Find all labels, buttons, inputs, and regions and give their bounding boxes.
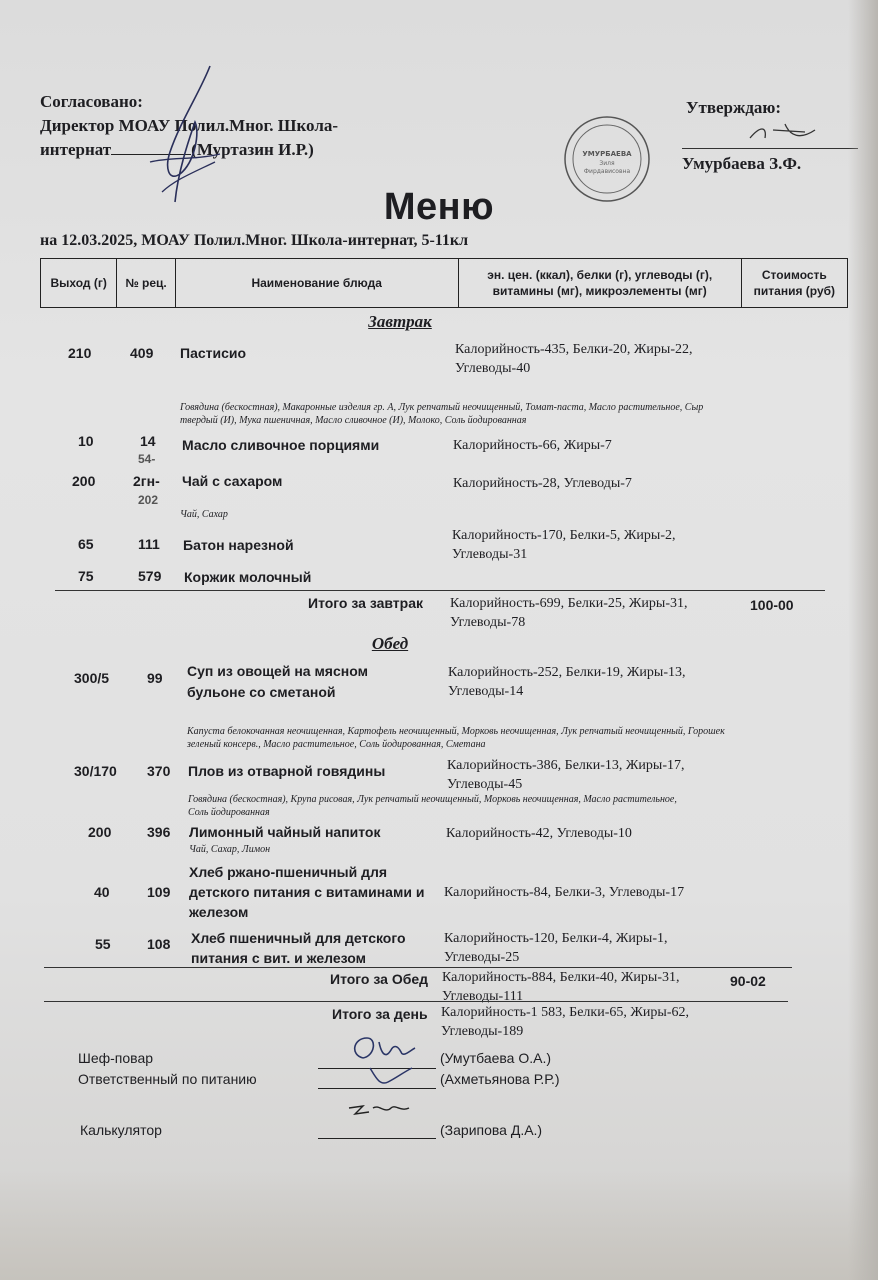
signature-role: Калькулятор [80,1122,162,1138]
lunch-total-label: Итого за Обед [330,971,429,987]
col-name: Наименование блюда [175,259,458,308]
item-nutrition: Калорийность-252, Белки-19, Жиры-13, Углеводы-14 [448,665,686,699]
item-nutrition: Калорийность-66, Жиры-7 [453,438,612,453]
breakfast-total-cost: 100-00 [750,597,794,613]
section-lunch: Обед [371,634,409,653]
menu-subtitle: на 12.03.2025, МОАУ Полил.Мног. Школа-интернат, 5-11кл [40,232,469,249]
section-breakfast: Завтрак [368,312,432,331]
approval-label: Согласовано: [40,92,143,111]
day-total-label: Итого за день [332,1006,428,1022]
lunch-total-nutrition: Калорийность-884, Белки-40, Жиры-31, Углеводы-111 [442,970,680,1004]
director-title: Директор МОАУ Полил.Мног. Школа- [40,116,339,135]
nutrition-resp-signature [366,1064,416,1088]
item-yield: 300/5 [74,670,110,686]
signature-name: (Ахметьянова Р.Р.) [440,1071,560,1087]
item-name: Суп из овощей на мясном бульоне со сметаной [187,663,368,700]
item-name: Лимонный чайный напиток [189,824,381,840]
item-nutrition: Калорийность-170, Белки-5, Жиры-2, Углеводы-31 [452,528,676,562]
signature-name: (Умутбаева О.А.) [440,1050,552,1066]
svg-text:Фирдависовна: Фирдависовна [583,168,631,175]
item-recipe: 2гн- [133,473,160,489]
director-line: интернат (Муртазин И.Р.) [40,140,314,159]
lunch-total-cost: 90-02 [730,973,766,989]
item-nutrition: Калорийность-28, Углеводы-7 [453,476,632,491]
item-name: Плов из отварной говядины [188,763,386,779]
col-cost: Стоимость питания (руб) [741,259,847,308]
item-name: Чай с сахаром [182,473,283,489]
calculator-signature [345,1098,415,1120]
item-yield: 200 [72,473,96,489]
svg-text:Зиля: Зиля [599,160,615,167]
item-ingredients: Чай, Сахар [180,509,228,520]
svg-text:УМУРБАЕВА: УМУРБАЕВА [582,150,632,158]
day-total-nutrition: Калорийность-1 583, Белки-65, Жиры-62, Углеводы-189 [441,1005,689,1039]
page-title: Меню [383,186,495,228]
item-recipe: 370 [147,763,171,779]
item-yield: 200 [88,824,112,840]
divider [44,1001,788,1002]
approve-label: Утверждаю: [686,98,782,117]
item-nutrition: Калорийность-386, Белки-13, Жиры-17, Углеводы-45 [447,758,685,792]
signature-role: Шеф-повар [78,1050,154,1066]
item-recipe-bottom: 202 [138,493,159,507]
item-ingredients: Говядина (бескостная), Макаронные изделия гр. А, Лук репчатый неочищенный, Томат-паста, Масло растительное, Сыр твердый (И), Мука пшеничная, Масло сливочное (И), Молоко, Соль йодированная [180,402,704,426]
item-nutrition: Калорийность-42, Углеводы-10 [446,826,632,841]
item-ingredients: Чай, Сахар, Лимон [189,844,271,855]
item-ingredients: Капуста белокочанная неочищенная, Картофель неочищенный, Морковь неочищенная, Лук репчатый неочищенный, Горошек зеленый консерв., Масло растительное, Соль йодированная, Сметана [187,726,725,750]
item-recipe: 396 [147,824,171,840]
item-recipe: 109 [147,884,171,900]
item-name: Пастисио [180,345,247,361]
menu-table-header [40,258,848,308]
approver-signature [745,118,825,148]
item-nutrition: Калорийность-435, Белки-20, Жиры-22, Углеводы-40 [455,342,693,376]
item-name: Коржик молочный [184,569,312,585]
col-nutrition: эн. цен. (ккал), белки (г), углеводы (г), витамины (мг), микроэлементы (мг) [458,259,741,308]
item-recipe: 99 [147,670,163,686]
item-yield: 40 [94,884,110,900]
breakfast-total-nutrition: Калорийность-699, Белки-25, Жиры-31, Углеводы-78 [450,596,688,630]
item-recipe: 108 [147,936,171,952]
signature-role: Ответственный по питанию [78,1071,257,1087]
approver-name: Умурбаева З.Ф. [682,154,802,173]
paper-shadow [0,1170,878,1280]
col-recipe: № рец. [117,259,175,308]
item-ingredients: Говядина (бескостная), Крупа рисовая, Лук репчатый неочищенный, Морковь неочищенная, Масло растительное, Соль йодированная [188,794,677,818]
item-yield: 210 [68,345,92,361]
signature-line [318,1138,436,1139]
item-yield: 30/170 [74,763,117,779]
item-recipe: 14 [140,433,156,449]
item-recipe: 409 [130,345,154,361]
signature-line [318,1088,436,1089]
item-recipe-top: 54- [138,452,156,466]
item-yield: 75 [78,568,94,584]
item-recipe: 579 [138,568,162,584]
director-name: (Муртазин И.Р.) [191,140,314,159]
signature-name: (Зарипова Д.А.) [440,1122,543,1138]
item-name: Батон нарезной [183,537,294,553]
item-yield: 55 [95,936,111,952]
item-nutrition: Калорийность-120, Белки-4, Жиры-1, Углеводы-25 [444,931,668,965]
item-recipe: 111 [138,536,160,552]
approver-signature-line [682,148,858,149]
item-name: Хлеб пшеничный для детского питания с вит. и железом [191,930,406,966]
paper-edge [848,0,878,1280]
col-yield: Выход (г) [41,259,117,308]
item-yield: 10 [78,433,94,449]
item-name: Масло сливочное порциями [182,437,380,453]
breakfast-total-label: Итого за завтрак [308,595,424,611]
divider [55,590,825,591]
item-name: Хлеб ржано-пшеничный для детского питания с витаминами и железом [189,864,425,920]
item-yield: 65 [78,536,94,552]
item-nutrition: Калорийность-84, Белки-3, Углеводы-17 [444,885,685,900]
